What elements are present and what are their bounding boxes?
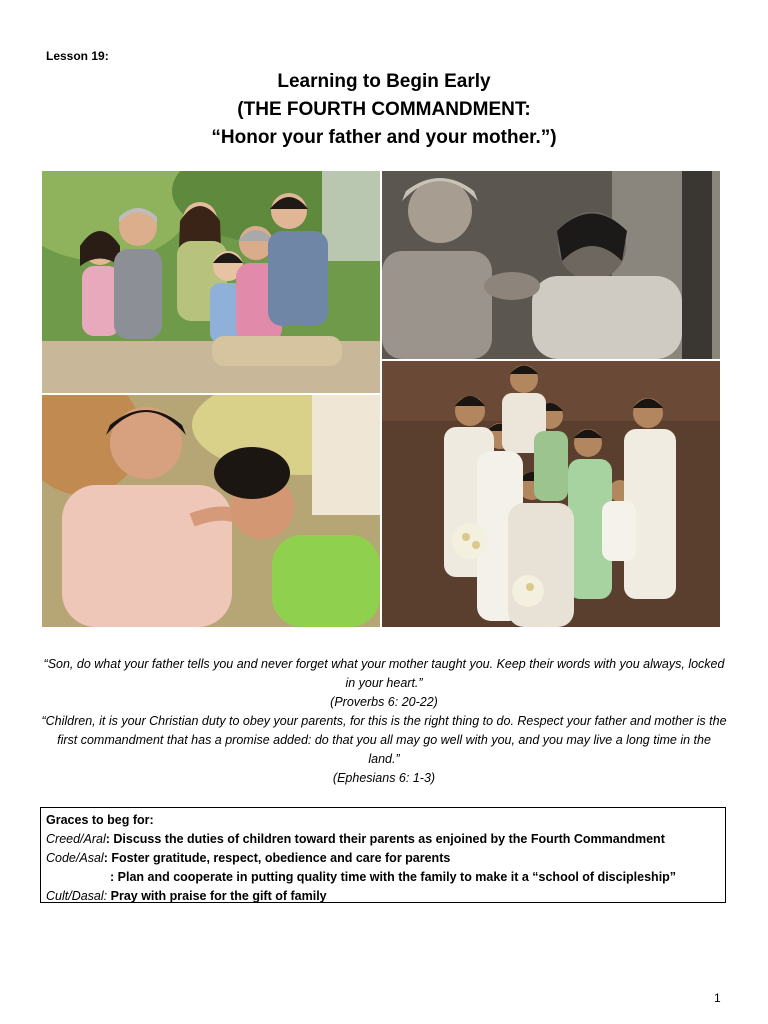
lesson-label: Lesson 19: [46, 49, 109, 63]
title-line-2: (THE FOURTH COMMANDMENT: [237, 99, 531, 120]
cult-label: Cult/Dasal: [46, 889, 108, 903]
code-text-2: : Plan and cooperate in putting quality time with the family to make it a “school of discipleship” [110, 870, 677, 884]
graces-creed-row [46, 830, 720, 849]
title-line-1: Learning to Begin Early [277, 71, 491, 92]
quote-ephesians-reference: (Ephesians 6: 1-3) [332, 771, 436, 785]
code-label: Code/Asal [46, 851, 104, 865]
wedding-portrait-photo [382, 361, 720, 627]
mother-blessing-photo [42, 395, 380, 627]
photo-collage [42, 171, 720, 627]
graces-code-row [46, 849, 720, 868]
graces-cult-row [46, 887, 720, 906]
graces-heading: Graces to beg for: [46, 813, 154, 827]
quote-proverbs-reference: (Proverbs 6: 20-22) [330, 695, 438, 709]
scripture-quotes [40, 655, 728, 788]
title-line-3: “Honor your father and your mother.”) [211, 127, 557, 148]
creed-text: : Discuss the duties of children toward their parents as enjoined by the Fourth Commandment [105, 832, 665, 846]
creed-label: Creed/Aral [46, 832, 106, 846]
quote-ephesians: “Children, it is your Christian duty to obey your parents, for this is the right thing to do. Respect your father and mother is the first commandment that has a promise added: do that you all may go well with you, and you may live a long time in the land.” [41, 714, 727, 766]
page-title [0, 68, 768, 152]
family-park-photo [42, 171, 380, 393]
quote-proverbs: “Son, do what your father tells you and never forget what your mother taught you. Keep their words with you always, locked in your heart.” [43, 657, 725, 690]
cult-text: Pray with praise for the gift of family [107, 889, 327, 903]
graces-code-row-2 [46, 868, 720, 887]
graces-box [40, 807, 726, 903]
code-text: : Foster gratitude, respect, obedience and care for parents [103, 851, 451, 865]
elder-blessing-photo [382, 171, 720, 359]
page-number: 1 [714, 991, 721, 1005]
